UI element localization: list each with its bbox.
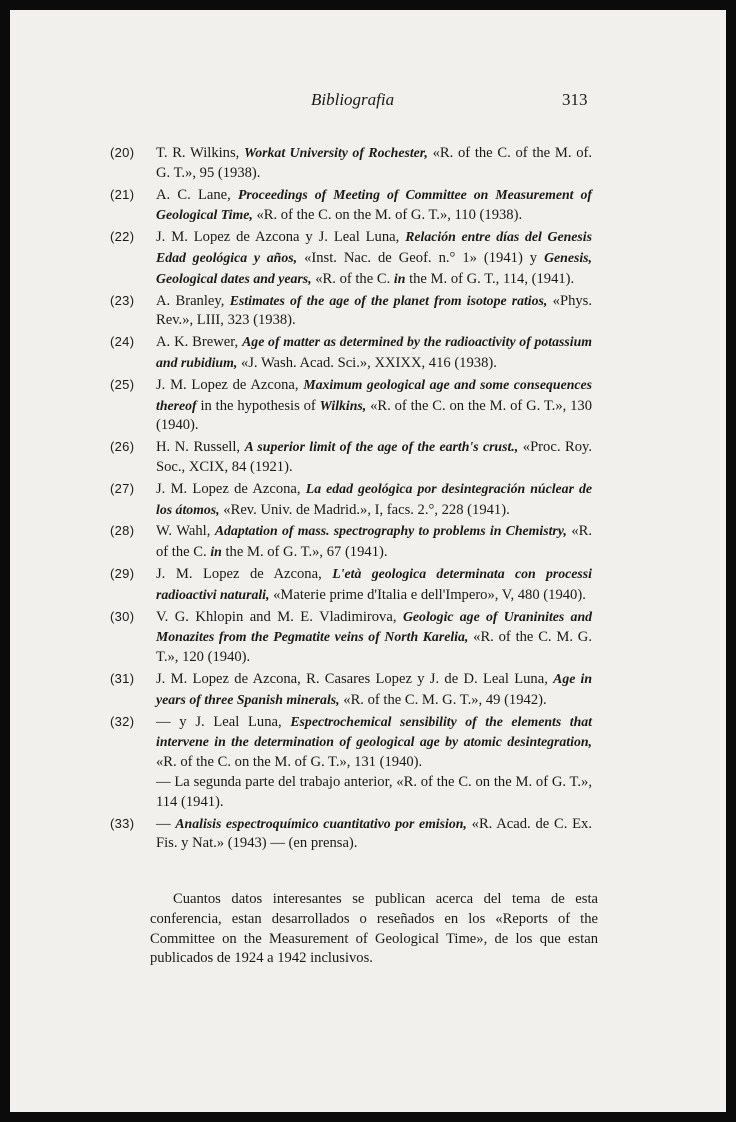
reference-text: [156, 564, 592, 606]
reference-title: Age of matter as determined by the radioactivity of potassium and rubidium,: [156, 334, 592, 370]
reference-source: the M. of G. T., 114, (1941).: [409, 270, 575, 287]
reference-title: Workat University of Rochester,: [244, 145, 428, 160]
reference-title: Estimates of the age of the planet from isotope ratios,: [229, 292, 548, 308]
reference-title: in: [210, 544, 222, 560]
reference-entry: [110, 479, 592, 521]
reference-number: (31): [110, 670, 135, 686]
reference-entry: [110, 227, 592, 289]
reference-title: Wilkins,: [319, 397, 367, 413]
reference-entry: [110, 375, 592, 436]
reference-author: J. M. Lopez de Azcona,: [156, 376, 299, 393]
reference-author: A. Branley,: [156, 292, 225, 309]
reference-entry: [110, 564, 592, 606]
reference-author: J. M. Lopez de Azcona y J. Leal Luna,: [156, 229, 400, 246]
reference-number: (29): [110, 565, 135, 581]
running-title: Bibliografia: [311, 90, 395, 109]
reference-source: «Rev. Univ. de Madrid.», I, facs. 2.°, 228 (1941).: [223, 501, 510, 518]
reference-text: [156, 479, 592, 521]
reference-author: J. M. Lopez de Azcona,: [156, 480, 301, 497]
reference-entry: [110, 185, 592, 227]
reference-source: «Proc. Roy. Soc., XCIX, 84 (1921).: [156, 439, 593, 475]
reference-title: Analisis espectroquímico cuantitativo por emision,: [175, 815, 467, 831]
reference-source: «Materie prime d'Italia e dell'Impero», V, 480 (1940).: [273, 586, 586, 603]
reference-entry: [110, 669, 592, 711]
reference-title: Geologic age of Uraninites and Monazites from the Pegmatite veins of North Karelia,: [156, 608, 593, 645]
page-number: 313: [562, 90, 588, 109]
reference-title: L'età geologica determinata con processi radioactivi naturali,: [156, 565, 592, 602]
reference-author: T. R. Wilkins,: [156, 145, 240, 161]
reference-number: (27): [110, 480, 135, 496]
reference-number: (24): [110, 334, 135, 350]
reference-source: «R. of the C. on the M. of G. T.», 130 (1940).: [156, 397, 592, 434]
reference-entry: [110, 291, 592, 332]
reference-entry: [110, 521, 592, 563]
reference-text: [156, 375, 592, 436]
reference-text: [156, 291, 592, 332]
reference-source: «R. of the C. of the M. of. G. T.», 95 (1938).: [156, 145, 592, 181]
reference-number: (23): [110, 292, 135, 308]
reference-title: A superior limit of the age of the earth's crust.,: [244, 439, 519, 455]
reference-source: «R. of the C. on the M. of G. T.», 131 (1940).: [156, 754, 423, 771]
closing-paragraph: Cuantos datos interesantes se publican acerca del tema de esta conferencia, estan desarrollados o reseñados en los «Reports of the Committee on the Measurement of Geological Time», de los que estan publicados de 1924 a 1942 inclusivos.: [150, 891, 598, 967]
reference-number: (25): [110, 376, 135, 392]
reference-text: [156, 437, 592, 478]
reference-title: Espectrochemical sensibility of the elements that intervene in the determination of geological age by atomic desintegration,: [156, 713, 592, 750]
reference-title: Proceedings of Meeting of Committee on Measurement of Geological Time,: [156, 186, 592, 223]
reference-author: —: [156, 815, 171, 832]
reference-text: [156, 227, 592, 289]
reference-number: (33): [110, 815, 135, 831]
reference-title: Maximum geological age and some consequences thereof: [156, 376, 592, 413]
reference-source: «J. Wash. Acad. Sci.», XXIXX, 416 (1938).: [240, 354, 497, 371]
reference-title: Age in years of three Spanish minerals,: [156, 670, 593, 707]
reference-source: «Phys. Rev.», LIII, 323 (1938).: [156, 292, 593, 329]
reference-source: «R. of the C. on the M. of G. T.», 110 (1938).: [256, 207, 523, 224]
reference-entry: [110, 143, 592, 184]
reference-number: (22): [110, 229, 135, 245]
reference-number: (32): [110, 713, 135, 729]
reference-source: in the hypothesis of: [200, 397, 316, 414]
reference-extra: — La segunda parte del trabajo anterior, «R. of the C. on the M. of G. T.», 114 (1941).: [156, 773, 592, 810]
reference-entry: [110, 332, 592, 374]
reference-author: A. K. Brewer,: [156, 334, 239, 351]
reference-source: the M. of G. T.», 67 (1941).: [225, 544, 388, 561]
reference-title: Adaptation of mass. spectrography to problems in Chemistry,: [214, 523, 567, 539]
reference-text: [156, 712, 592, 813]
reference-text: [156, 607, 592, 668]
reference-source: «R. Acad. de C. Ex. Fis. y Nat.» (1943) — (en prensa).: [156, 815, 592, 852]
reference-entry: [110, 814, 592, 855]
reference-author: W. Wahl,: [156, 523, 211, 540]
reference-source: «R. of the C.: [315, 270, 391, 287]
reference-author: — y J. Leal Luna,: [156, 713, 282, 730]
reference-text: [156, 669, 592, 711]
reference-number: (28): [110, 523, 135, 539]
reference-entry: [110, 607, 592, 668]
reference-list: [110, 143, 592, 855]
reference-text: [156, 143, 592, 184]
reference-number: (21): [110, 186, 135, 202]
reference-author: J. M. Lopez de Azcona, R. Casares Lopez y J. de D. Leal Luna,: [156, 670, 548, 687]
reference-source: «R. of the C.: [156, 523, 592, 561]
reference-author: A. C. Lane,: [156, 186, 231, 203]
reference-title: La edad geológica por desintegración núclear de los átomos,: [156, 480, 592, 517]
reference-source: «R. of the C. M. G. T.», 49 (1942).: [343, 691, 547, 708]
reference-text: [156, 521, 592, 563]
reference-entry: [110, 712, 592, 813]
reference-title: Relación entre días del Genesis Edad geológica y años,: [156, 229, 592, 265]
reference-number: (20): [110, 145, 135, 160]
book-page: [10, 10, 726, 1112]
reference-author: H. N. Russell,: [156, 439, 241, 456]
reference-text: [156, 814, 592, 855]
reference-number: (26): [110, 439, 135, 455]
reference-title: in: [393, 270, 406, 286]
reference-entry: [110, 437, 592, 478]
reference-text: [156, 185, 592, 227]
reference-source: «R. of the C. M. G. T.», 120 (1940).: [156, 629, 592, 666]
reference-number: (30): [110, 608, 135, 624]
reference-source: «Inst. Nac. de Geof. n.° 1» (1941) y: [304, 249, 538, 266]
reference-title: Genesis, Geological dates and years,: [156, 249, 592, 286]
reference-author: V. G. Khlopin and M. E. Vladimirova,: [156, 608, 397, 625]
reference-author: J. M. Lopez de Azcona,: [156, 565, 322, 582]
reference-text: [156, 332, 592, 374]
